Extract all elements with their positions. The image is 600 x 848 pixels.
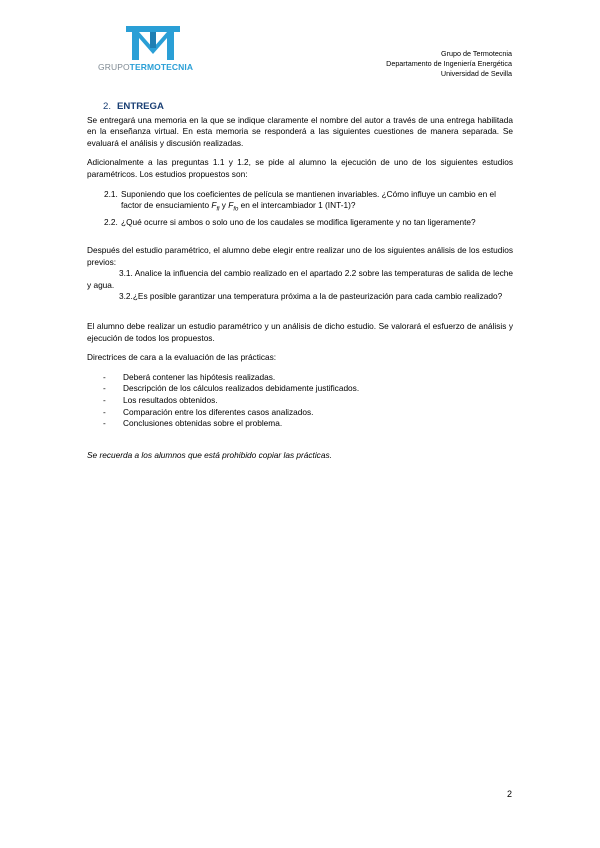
list-item: - Deberá contener las hipótesis realizadas. bbox=[103, 371, 276, 382]
paragraph-analysis-intro: Después del estudio paramétrico, el alumno debe elegir entre realizar uno de los siguientes análisis de los estudios previos: bbox=[87, 245, 513, 267]
main-content bbox=[87, 101, 513, 461]
list-item: - Los resultados obtenidos. bbox=[103, 394, 218, 405]
section-heading: 2. ENTREGA bbox=[103, 101, 164, 112]
institution-header bbox=[386, 49, 512, 79]
grupo-termotecnia-logo bbox=[98, 26, 208, 74]
header-department: Departamento de Ingeniería Energética bbox=[386, 59, 512, 68]
logo-mark-icon bbox=[126, 26, 180, 60]
analysis-item-3-2: 3.2.¿Es posible garantizar una temperatura próxima a la de pasteurización para cada cambio realizado? bbox=[119, 291, 503, 302]
closing-note: Se recuerda a los alumnos que está prohibido copiar las prácticas. bbox=[87, 449, 332, 460]
list-item: - Conclusiones obtenidas sobre el problema. bbox=[103, 418, 283, 429]
paragraph-intro: Se entregará una memoria en la que se indique claramente el nombre del autor a través de una entrega habilitada en la enseñanza virtual. En esta memoria se responderá a las siguientes cuestiones de manera separada. Se evaluará el análisis y discusión realizadas. bbox=[87, 114, 513, 148]
studies-list bbox=[87, 189, 513, 229]
paragraph-criteria-intro: Directrices de cara a la evaluación de las prácticas: bbox=[87, 352, 277, 363]
criteria-list bbox=[87, 372, 513, 430]
math-f-fo: $F_{fo}$ bbox=[228, 200, 239, 213]
header-university: Universidad de Sevilla bbox=[440, 69, 512, 78]
list-item: - Descripción de los cálculos realizados debidamente justificados. bbox=[103, 383, 360, 394]
header-group: Grupo de Termotecnia bbox=[441, 49, 512, 58]
paragraph-requirement: El alumno debe realizar un estudio paramétrico y un análisis de dicho estudio. Se valorará el esfuerzo de análisis y ejecución de todos los propuestos. bbox=[87, 320, 513, 343]
paragraph-studies-intro: Adicionalmente a las preguntas 1.1 y 1.2, se pide al alumno la ejecución de uno de los siguientes estudios paramétricos. Los estudios propuestos son: bbox=[87, 157, 513, 179]
analysis-item-3-1: 3.1. Analice la influencia del cambio realizado en el apartado 2.2 sobre las temperaturas de salida de leche y agua. bbox=[87, 268, 513, 290]
list-item: 2.2. ¿Qué ocurre si ambos o solo uno de los caudales se modifica ligeramente y no tan ligeramente? bbox=[104, 217, 476, 228]
logo-wordmark: GRUPOTERMOTECNIA bbox=[98, 62, 194, 72]
math-f-fi: $F_{fi}$ bbox=[211, 200, 220, 213]
page-number: 2 bbox=[506, 789, 512, 799]
list-item: - Comparación entre los diferentes casos analizados. bbox=[103, 406, 314, 417]
list-item: 2.1. Suponiendo que los coeficientes de película se mantienen invariables. ¿Cómo influye un cambio en el factor de ensuciamiento $F_{fi}$ y $F_{fo}$ en el intercambiador 1 (INT-1)? bbox=[104, 188, 496, 213]
